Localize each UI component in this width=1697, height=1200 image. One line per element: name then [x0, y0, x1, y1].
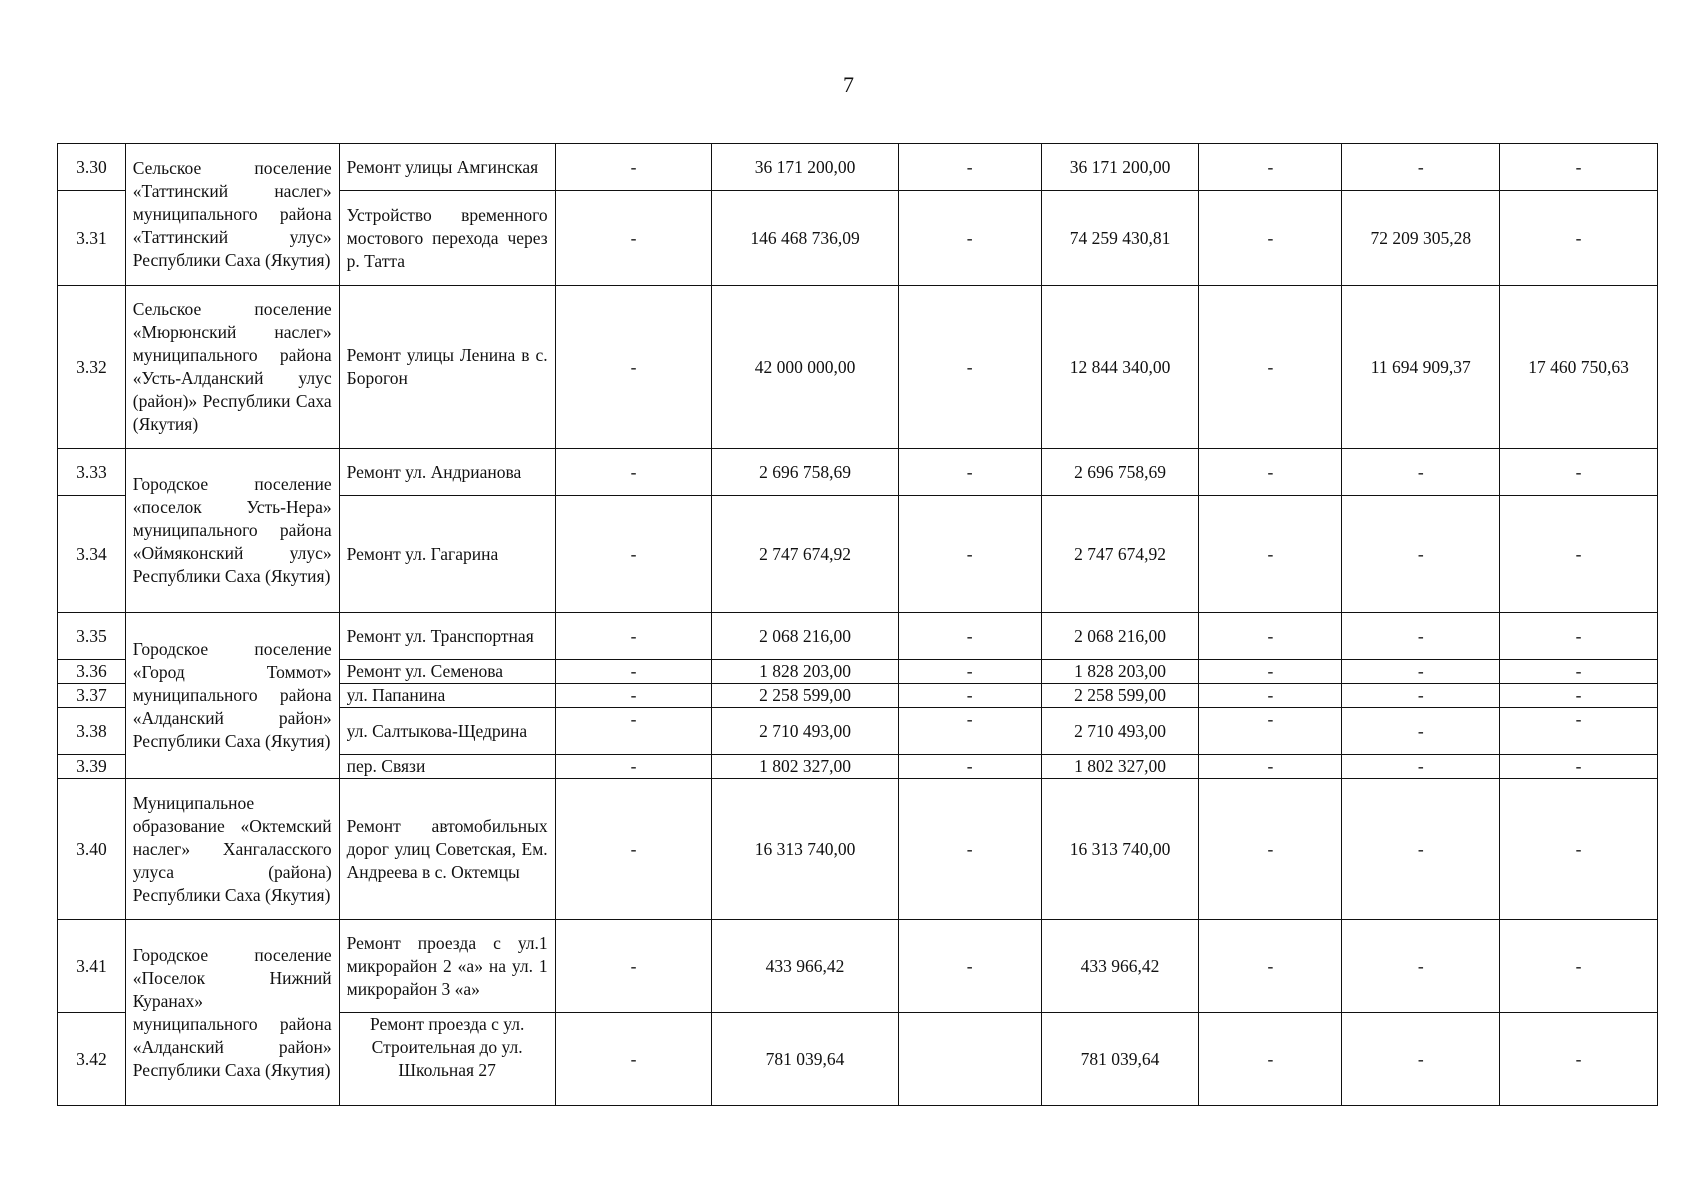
work-description: ул. Папанина — [339, 684, 555, 708]
table-row — [58, 286, 1658, 449]
value-cell: - — [898, 449, 1041, 496]
value-cell: - — [1500, 755, 1658, 779]
value-cell: 42 000 000,00 — [712, 286, 898, 449]
value-cell: - — [555, 779, 712, 920]
value-cell: - — [1342, 1013, 1500, 1106]
value-cell: 72 209 305,28 — [1342, 191, 1500, 286]
value-cell: - — [1199, 708, 1342, 755]
work-description: пер. Связи — [339, 755, 555, 779]
value-cell: - — [1500, 1013, 1658, 1106]
work-description: Ремонт ул. Семенова — [339, 660, 555, 684]
value-cell: - — [1342, 684, 1500, 708]
row-number: 3.39 — [58, 755, 126, 779]
value-cell: - — [555, 496, 712, 613]
row-number: 3.34 — [58, 496, 126, 613]
value-cell: - — [1199, 1013, 1342, 1106]
row-number: 3.41 — [58, 920, 126, 1013]
work-description: Ремонт ул. Гагарина — [339, 496, 555, 613]
value-cell: - — [898, 920, 1041, 1013]
organization-cell: Городское поселение «Город Томмот» муниципального района «Алданский район» Республики Саха (Якутия) — [125, 613, 339, 779]
value-cell: 2 747 674,92 — [1041, 496, 1199, 613]
value-cell: - — [1199, 779, 1342, 920]
table-row — [58, 449, 1658, 496]
organization-cell: Городское поселение «поселок Усть-Нера» муниципального района «Оймяконский улус» Республики Саха (Якутия) — [125, 449, 339, 613]
value-cell: 16 313 740,00 — [712, 779, 898, 920]
value-cell: - — [898, 191, 1041, 286]
row-number: 3.42 — [58, 1013, 126, 1106]
value-cell: 17 460 750,63 — [1500, 286, 1658, 449]
value-cell: - — [1342, 920, 1500, 1013]
value-cell: - — [555, 708, 712, 755]
value-cell: - — [898, 144, 1041, 191]
value-cell: - — [555, 660, 712, 684]
value-cell: - — [1500, 191, 1658, 286]
value-cell: - — [1199, 684, 1342, 708]
value-cell: - — [1199, 286, 1342, 449]
value-cell: 1 802 327,00 — [712, 755, 898, 779]
work-description: Ремонт улицы Ленина в с. Борогон — [339, 286, 555, 449]
work-description: Устройство временного мостового перехода через р. Татта — [339, 191, 555, 286]
value-cell: - — [1342, 144, 1500, 191]
table-row — [58, 920, 1658, 1013]
value-cell: 146 468 736,09 — [712, 191, 898, 286]
work-description: Ремонт ул. Андрианова — [339, 449, 555, 496]
value-cell: - — [1342, 613, 1500, 660]
value-cell: - — [1199, 496, 1342, 613]
row-number: 3.36 — [58, 660, 126, 684]
value-cell: 2 696 758,69 — [712, 449, 898, 496]
value-cell: - — [1342, 449, 1500, 496]
row-number: 3.38 — [58, 708, 126, 755]
value-cell: - — [1342, 779, 1500, 920]
value-cell: - — [1199, 755, 1342, 779]
value-cell: 74 259 430,81 — [1041, 191, 1199, 286]
value-cell: - — [1500, 613, 1658, 660]
value-cell: 2 710 493,00 — [712, 708, 898, 755]
value-cell: - — [898, 660, 1041, 684]
value-cell: - — [1500, 779, 1658, 920]
organization-cell: Муниципальное образование «Октемский наслег» Хангаласского улуса (района) Республики Саха (Якутия) — [125, 779, 339, 920]
value-cell: - — [1342, 755, 1500, 779]
row-number: 3.35 — [58, 613, 126, 660]
organization-cell: Городское поселение «Поселок Нижний Куранах» муниципального района «Алданский район» Республики Саха (Якутия) — [125, 920, 339, 1106]
value-cell: - — [898, 779, 1041, 920]
row-number: 3.33 — [58, 449, 126, 496]
value-cell: - — [1500, 708, 1658, 755]
value-cell: - — [1500, 920, 1658, 1013]
value-cell: 2 068 216,00 — [712, 613, 898, 660]
value-cell: - — [555, 449, 712, 496]
value-cell: - — [1342, 708, 1500, 755]
value-cell: 433 966,42 — [1041, 920, 1199, 1013]
value-cell: - — [555, 920, 712, 1013]
value-cell: 36 171 200,00 — [712, 144, 898, 191]
work-description: Ремонт проезда с ул. Строительная до ул. Школьная 27 — [339, 1013, 555, 1106]
value-cell: 781 039,64 — [1041, 1013, 1199, 1106]
value-cell: - — [1199, 449, 1342, 496]
value-cell: - — [555, 144, 712, 191]
value-cell: - — [555, 684, 712, 708]
value-cell: - — [1199, 191, 1342, 286]
value-cell: - — [1342, 660, 1500, 684]
work-description: Ремонт улицы Амгинская — [339, 144, 555, 191]
table-row — [58, 613, 1658, 660]
value-cell: - — [555, 1013, 712, 1106]
value-cell: 2 710 493,00 — [1041, 708, 1199, 755]
value-cell: 1 802 327,00 — [1041, 755, 1199, 779]
organization-cell: Сельское поселение «Мюрюнский наслег» муниципального района «Усть-Алданский улус (район)» Республики Саха (Якутия) — [125, 286, 339, 449]
work-description: Ремонт проезда с ул.1 микрорайон 2 «а» на ул. 1 микрорайон 3 «а» — [339, 920, 555, 1013]
value-cell: 781 039,64 — [712, 1013, 898, 1106]
row-number: 3.37 — [58, 684, 126, 708]
value-cell: - — [555, 191, 712, 286]
value-cell: 12 844 340,00 — [1041, 286, 1199, 449]
organization-cell: Сельское поселение «Таттинский наслег» муниципального района «Таттинский улус» Республики Саха (Якутия) — [125, 144, 339, 286]
table-row — [58, 779, 1658, 920]
row-number: 3.32 — [58, 286, 126, 449]
value-cell: - — [1500, 496, 1658, 613]
value-cell: - — [898, 496, 1041, 613]
value-cell: 2 068 216,00 — [1041, 613, 1199, 660]
value-cell: 36 171 200,00 — [1041, 144, 1199, 191]
value-cell: - — [1500, 684, 1658, 708]
work-description: ул. Салтыкова-Щедрина — [339, 708, 555, 755]
value-cell: 2 696 758,69 — [1041, 449, 1199, 496]
value-cell: 11 694 909,37 — [1342, 286, 1500, 449]
value-cell: - — [555, 613, 712, 660]
work-description: Ремонт автомобильных дорог улиц Советская, Ем. Андреева в с. Октемцы — [339, 779, 555, 920]
value-cell: - — [1199, 920, 1342, 1013]
value-cell: - — [1199, 613, 1342, 660]
row-number: 3.31 — [58, 191, 126, 286]
value-cell: - — [898, 286, 1041, 449]
value-cell: - — [898, 708, 1041, 755]
value-cell: 433 966,42 — [712, 920, 898, 1013]
value-cell: 2 747 674,92 — [712, 496, 898, 613]
value-cell: - — [898, 613, 1041, 660]
value-cell: - — [1500, 449, 1658, 496]
value-cell: - — [555, 286, 712, 449]
row-number: 3.30 — [58, 144, 126, 191]
value-cell — [898, 1013, 1041, 1106]
budget-table — [57, 143, 1658, 1106]
table-row — [58, 144, 1658, 191]
value-cell: - — [1199, 144, 1342, 191]
value-cell: - — [1500, 144, 1658, 191]
value-cell: - — [898, 755, 1041, 779]
value-cell: 1 828 203,00 — [1041, 660, 1199, 684]
page-number: 7 — [843, 72, 854, 97]
work-description: Ремонт ул. Транспортная — [339, 613, 555, 660]
value-cell: - — [898, 684, 1041, 708]
value-cell: 2 258 599,00 — [1041, 684, 1199, 708]
value-cell: - — [1500, 660, 1658, 684]
value-cell: 16 313 740,00 — [1041, 779, 1199, 920]
value-cell: - — [555, 755, 712, 779]
value-cell: 2 258 599,00 — [712, 684, 898, 708]
value-cell: - — [1342, 496, 1500, 613]
value-cell: - — [1199, 660, 1342, 684]
value-cell: 1 828 203,00 — [712, 660, 898, 684]
row-number: 3.40 — [58, 779, 126, 920]
